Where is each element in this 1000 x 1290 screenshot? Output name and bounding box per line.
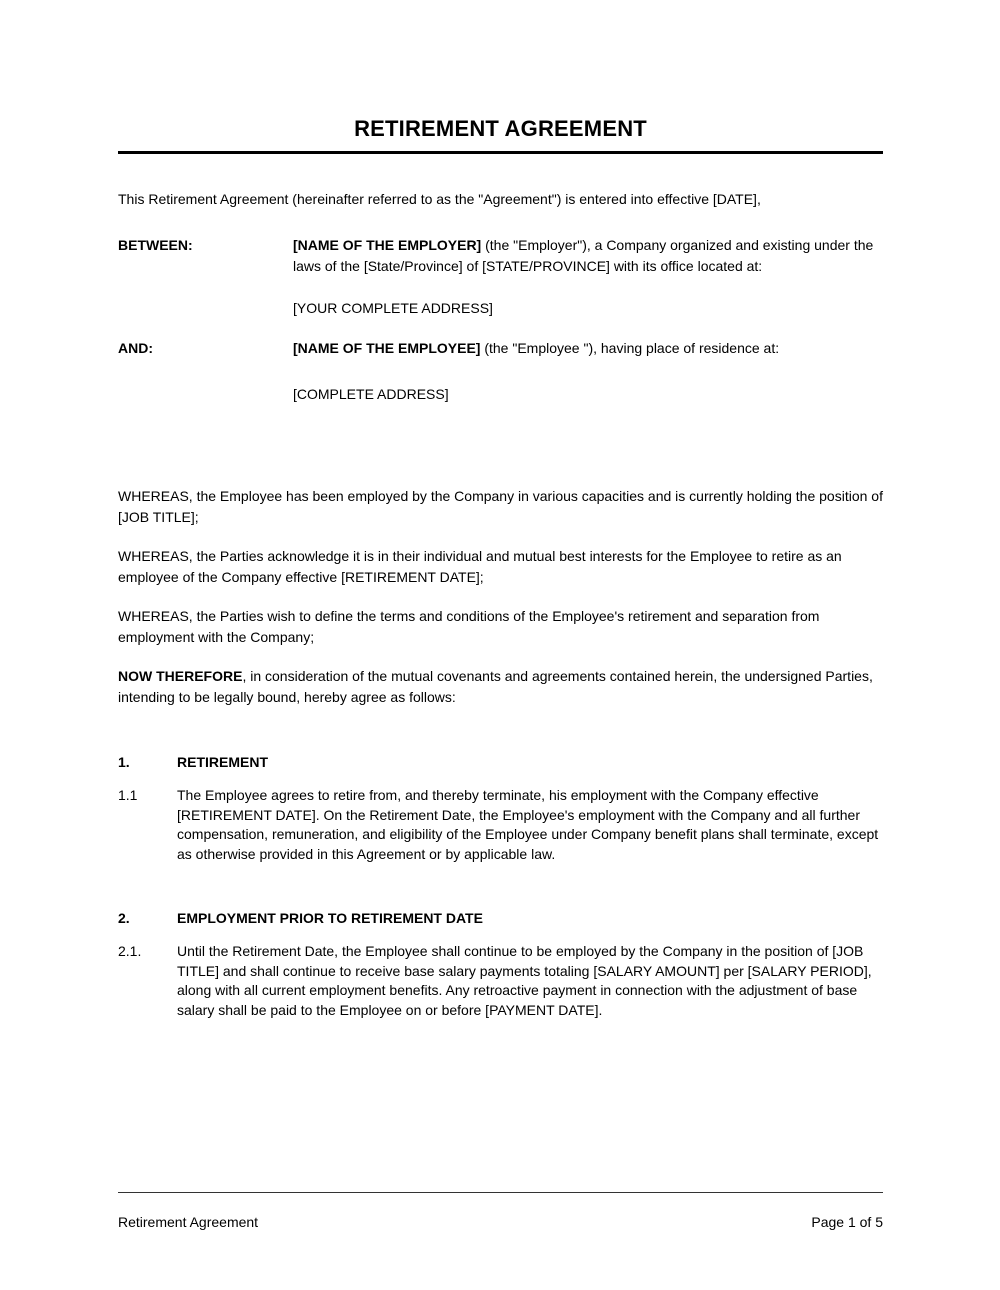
- whereas-clause-1: WHEREAS, the Employee has been employed by the Company in various capacities and is currently holding the position of [JOB TITLE];: [118, 488, 883, 525]
- section-2-title: EMPLOYMENT PRIOR TO RETIREMENT DATE: [177, 910, 483, 926]
- whereas-clause-3: WHEREAS, the Parties wish to define the terms and conditions of the Employee's retirement and separation from employment with the Company;: [118, 608, 820, 645]
- employer-description: [293, 235, 883, 319]
- clause-1-1-number: 1.1: [118, 787, 138, 803]
- section-1-number: 1.: [118, 754, 130, 770]
- page-footer: [118, 1212, 883, 1233]
- employee-paragraph: [293, 338, 883, 359]
- between-label: BETWEEN:: [118, 237, 193, 253]
- footer-divider: [118, 1192, 883, 1193]
- now-therefore-text: , in consideration of the mutual covenants and agreements contained herein, the undersigned Parties, intending to be legally bound, hereby agree as follows:: [118, 668, 873, 705]
- employee-name-placeholder: [NAME OF THE EMPLOYEE]: [293, 340, 481, 356]
- employer-paragraph: [293, 235, 883, 277]
- whereas-clause-2: WHEREAS, the Parties acknowledge it is in their individual and mutual best interests for the Employee to retire as an employee of the Company effective [RETIREMENT DATE];: [118, 548, 842, 585]
- employer-name-placeholder: [NAME OF THE EMPLOYER]: [293, 237, 482, 253]
- employee-description: [293, 338, 883, 405]
- title-divider: [118, 151, 883, 154]
- footer-page-number: Page 1 of 5: [811, 1214, 883, 1230]
- intro-paragraph: This Retirement Agreement (hereinafter referred to as the "Agreement") is entered into effective [DATE],: [118, 191, 761, 207]
- party-employee-row: [118, 338, 883, 405]
- recitals-block: [118, 486, 883, 708]
- section-1-title: RETIREMENT: [177, 754, 268, 770]
- employee-address-placeholder: [COMPLETE ADDRESS]: [293, 386, 449, 402]
- party-employer-row: [118, 235, 883, 319]
- clause-1-1-text: The Employee agrees to retire from, and thereby terminate, his employment with the Company effective [RETIREMENT DATE]. On the Retirement Date, the Employee's employment with the Company and all further compensation, remuneration, and eligibility of the Employee under Company benefit plans shall terminate, except as otherwise provided in this Agreement or by applicable law.: [177, 787, 879, 862]
- employer-address-placeholder: [YOUR COMPLETE ADDRESS]: [293, 300, 493, 316]
- employee-description-text: (the "Employee "), having place of residence at:: [480, 340, 780, 356]
- clause-2-1: [118, 942, 883, 1020]
- page-title: RETIREMENT AGREEMENT: [354, 116, 647, 141]
- and-label: AND:: [118, 340, 153, 356]
- now-therefore-paragraph: [118, 666, 883, 708]
- section-1-heading: [118, 752, 883, 773]
- clause-2-1-number: 2.1.: [118, 943, 142, 959]
- clause-1-1: [118, 786, 883, 864]
- clause-2-1-text: Until the Retirement Date, the Employee shall continue to be employed by the Company in the position of [JOB TITLE] and shall continue to receive base salary payments totaling [SALARY AMOUNT] per [SALARY PERIOD], along with all current employment benefits. Any retroactive payment in connection with the adjustment of base salary shall be paid to the Employee on or before [PAYMENT DATE].: [177, 943, 872, 1018]
- section-2-number: 2.: [118, 910, 130, 926]
- now-therefore-lead: NOW THEREFORE: [118, 668, 243, 684]
- employer-description-text: (the "Employer"), a Company organized and existing under the laws of the [State/Province] of [STATE/PROVINCE] with its office located at:: [293, 237, 874, 274]
- footer-document-name: Retirement Agreement: [118, 1214, 259, 1230]
- section-2-heading: [118, 908, 883, 929]
